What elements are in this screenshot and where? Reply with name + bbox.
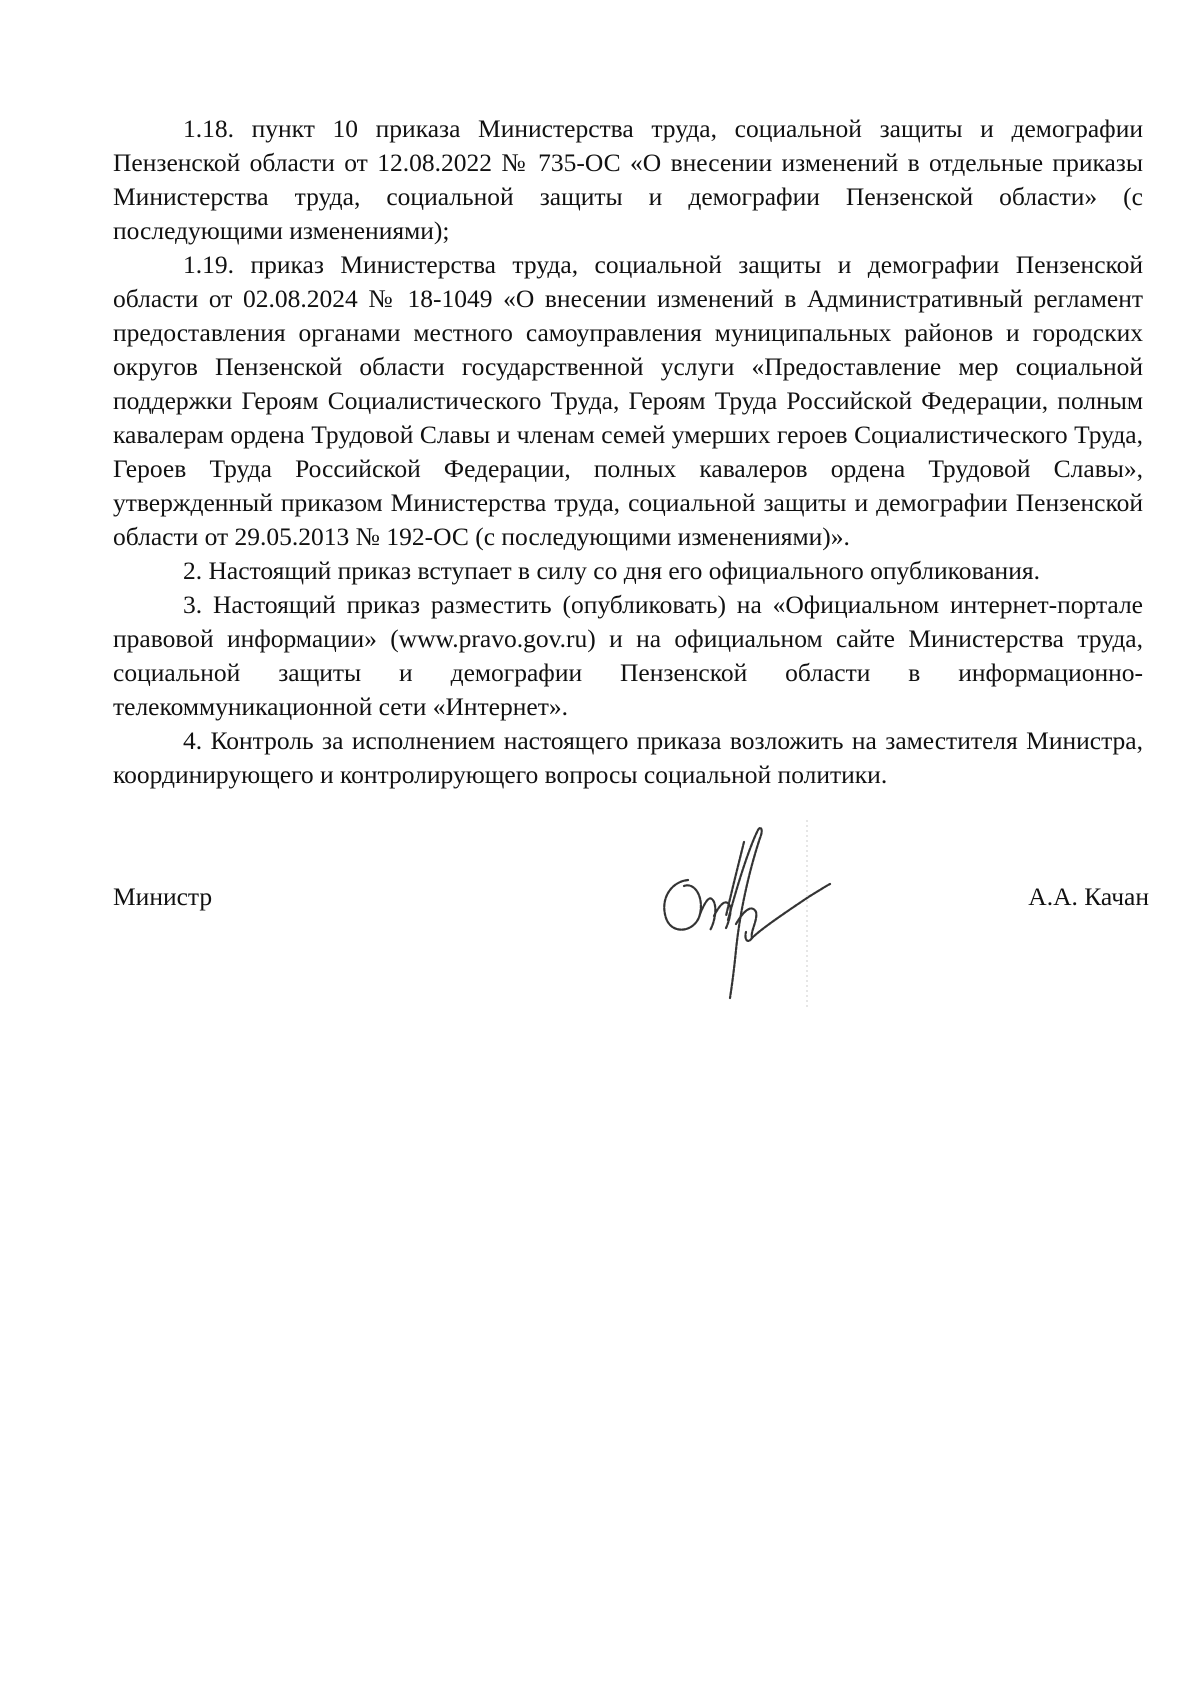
paragraph-4: 4. Контроль за исполнением настоящего приказа возложить на заместителя Министра, координирующего и контролирующего вопросы социальной политики. — [113, 726, 1143, 789]
paragraph-1-18: 1.18. пункт 10 приказа Министерства труда, социальной защиты и демографии Пензенской области от 12.08.2022 № 735-ОС «О внесении изменений в отдельные приказы Министерства труда, социальной защиты и демографии Пензенской области» (с последующими изменениями); — [113, 114, 1143, 245]
paragraph-1-19: 1.19. приказ Министерства труда, социальной защиты и демографии Пензенской области от 02.08.2024 № 18-1049 «О внесении изменений в Административный регламент предоставления органами местного самоуправления муниципальных районов и городских округов Пензенской области государственной услуги «Предоставление мер социальной поддержки Героям Социалистического Труда, Героям Труда Российской Федерации, полным кавалерам ордена Трудовой Славы и членам семей умерших героев Социалистического Труда, Героев Труда Российской Федерации, полных кавалеров ордена Трудовой Славы», утвержденный приказом Министерства труда, социальной защиты и демографии Пензенской области от 29.05.2013 № 192-ОС (с последующими изменениями)». — [113, 250, 1143, 551]
signature-block — [113, 880, 1149, 920]
signatory-name: А.А. Качан — [1028, 882, 1149, 911]
paragraph-2: 2. Настоящий приказ вступает в силу со дня его официального опубликования. — [183, 556, 1040, 585]
document-body — [113, 112, 1143, 792]
handwritten-signature — [640, 820, 840, 1010]
signatory-role: Министр — [113, 882, 213, 911]
paragraph-3: 3. Настоящий приказ разместить (опубликовать) на «Официальном интернет-портале правовой информации» (www.pravo.gov.ru) и на официальном сайте Министерства труда, социальной защиты и демографии Пензенской области в информационно-телекоммуникационной сети «Интернет». — [113, 590, 1143, 721]
